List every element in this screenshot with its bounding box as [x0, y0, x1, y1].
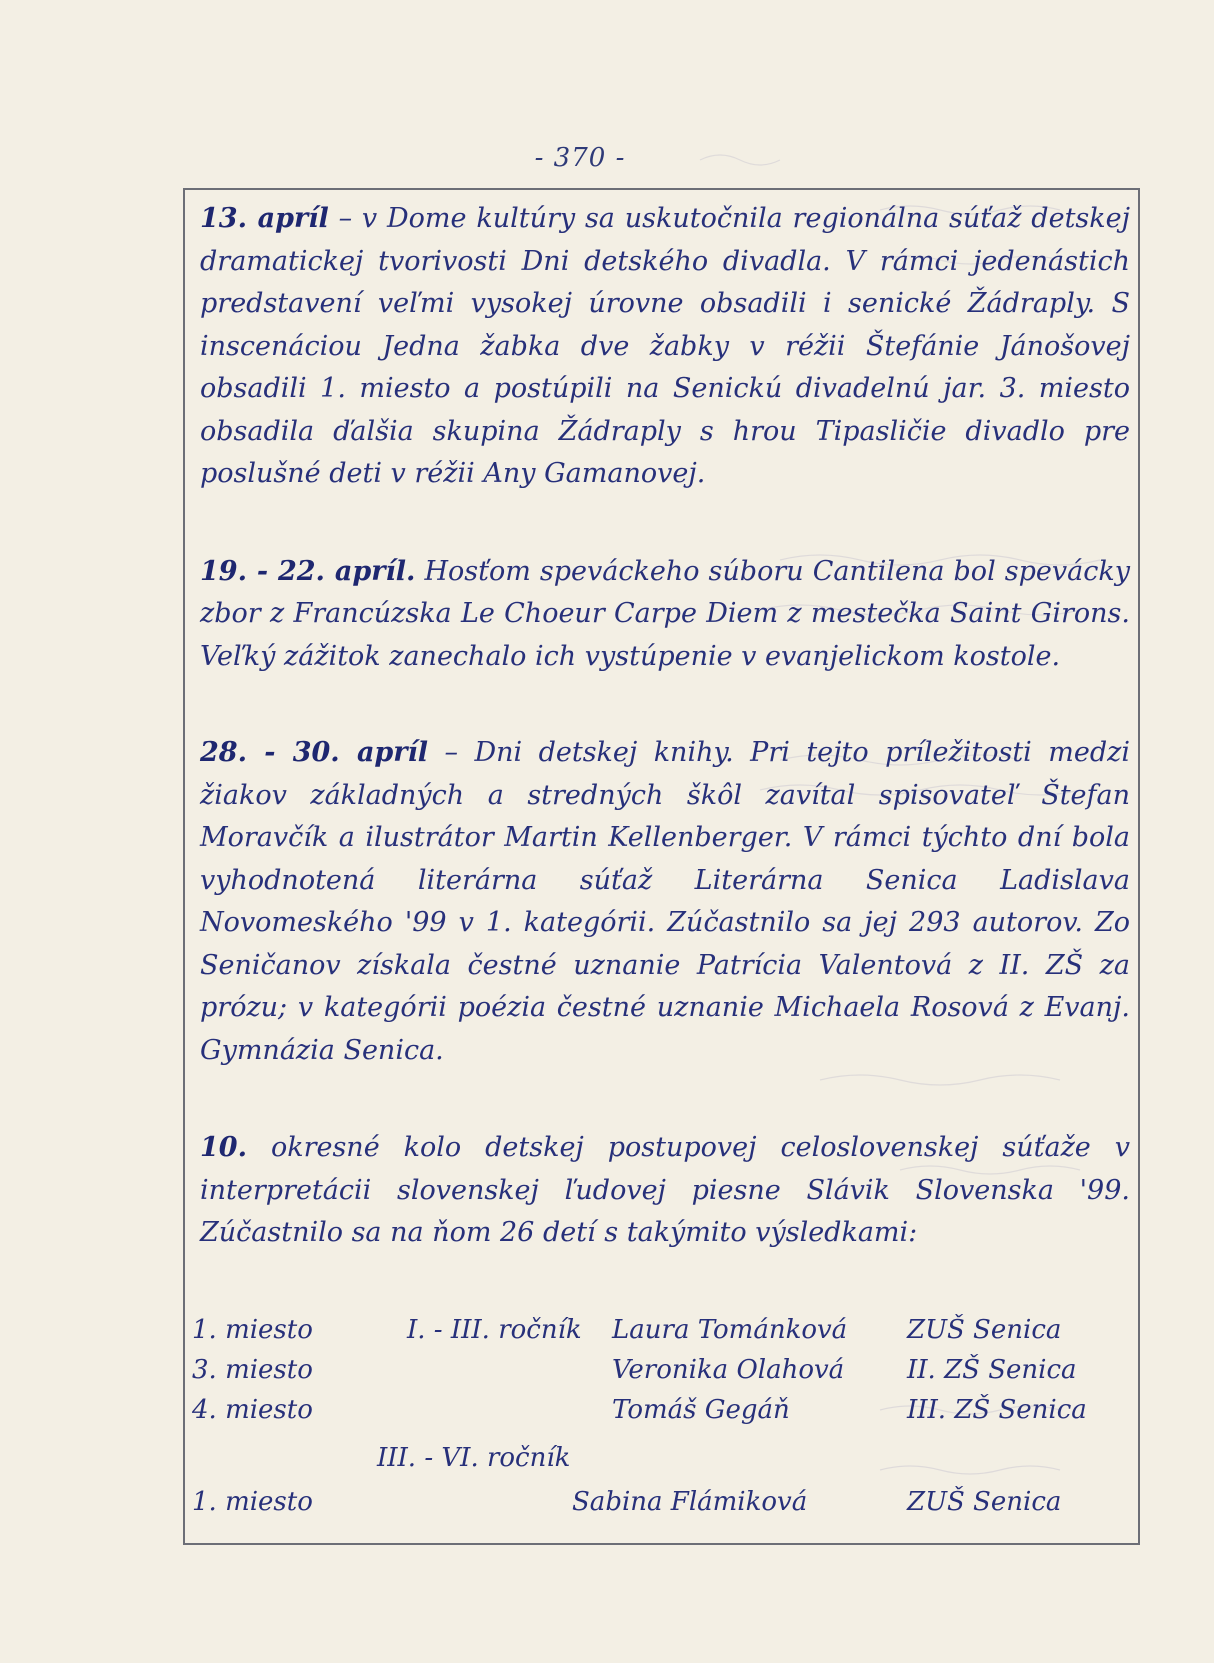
result-name: Sabina Flámiková [572, 1487, 808, 1517]
result-school: III. ZŠ Senica [907, 1395, 1087, 1425]
result-row [192, 1487, 1122, 1527]
entry-date: 19. - 22. apríl. [200, 555, 416, 587]
result-place: 3. miesto [192, 1355, 313, 1385]
result-category: III. - VI. ročník [377, 1443, 571, 1473]
result-row [192, 1355, 1122, 1395]
result-place: 1. miesto [192, 1315, 313, 1345]
entry-text: okresné kolo detskej postupovej celoslovenskej súťaže v interpretácii slovenskej ľudovej piesne Slávik Slovenska '99. Zúčastnilo sa na ňom 26 detí s takýmito výsledkami: [200, 1132, 1130, 1248]
entry-date: 13. apríl [200, 203, 329, 234]
entry-text: – v Dome kultúry sa uskutočnila regionálna súťaž detskej dramatickej tvorivosti Dni detského divadla. V rámci jedenástich predstavení veľmi vysokej úrovne obsadili i senické Žádraply. S inscenáciou Jedna žabka dve žabky v réžii Štefánie Jánošovej obsadili 1. miesto a postúpili na Senickú divadelnú jar. 3. miesto obsadila ďalšia skupina Žádraply s hrou Tipasličie divadlo pre poslušné deti v réžii Any Gamanovej. [200, 203, 1130, 489]
result-school: II. ZŠ Senica [907, 1355, 1077, 1385]
entry-28-30-april [200, 732, 1130, 1072]
result-school: ZUŠ Senica [907, 1487, 1062, 1517]
entry-date: 10. [200, 1132, 247, 1163]
result-row [192, 1443, 1122, 1483]
chronicle-entries [200, 198, 1130, 1255]
result-category: I. - III. ročník [407, 1315, 582, 1345]
result-place: 1. miesto [192, 1487, 313, 1517]
result-row [192, 1315, 1122, 1355]
entry-text: – Dni detskej knihy. Pri tejto príležitosti medzi žiakov základných a stredných škôl zavítal spisovateľ Štefan Moravčík a ilustrátor Martin Kellenberger. V rámci týchto dní bola vyhodnotená literárna súťaž Literárna Senica Ladislava Novomeského '99 v 1. kategórii. Zúčastnilo sa jej 293 autorov. Zo Seničanov získala čestné uznanie Patrícia Valentová z II. ZŠ za prózu; v kategórii poézia čestné uznanie Michaela Rosová z Evanj. Gymnázia Senica. [200, 737, 1130, 1066]
result-school: ZUŠ Senica [907, 1315, 1062, 1345]
entry-date: 28. - 30. apríl [200, 737, 429, 768]
result-row [192, 1395, 1122, 1435]
entry-13-april [200, 198, 1130, 496]
result-name: Tomáš Gegáň [612, 1395, 790, 1425]
page-number: - 370 - [534, 143, 626, 173]
result-name: Veronika Olahová [612, 1355, 845, 1385]
entry-text: Hosťom speváckeho súboru Cantilena bol spevácky zbor z Francúzska Le Choeur Carpe Diem z mestečka Saint Girons. Veľký zážitok zanechalo ich vystúpenie v evanjelickom kostole. [200, 555, 1130, 672]
entry-10 [200, 1127, 1130, 1255]
entry-19-22-april [200, 551, 1130, 679]
result-name: Laura Tománková [612, 1315, 848, 1345]
result-place: 4. miesto [192, 1395, 313, 1425]
